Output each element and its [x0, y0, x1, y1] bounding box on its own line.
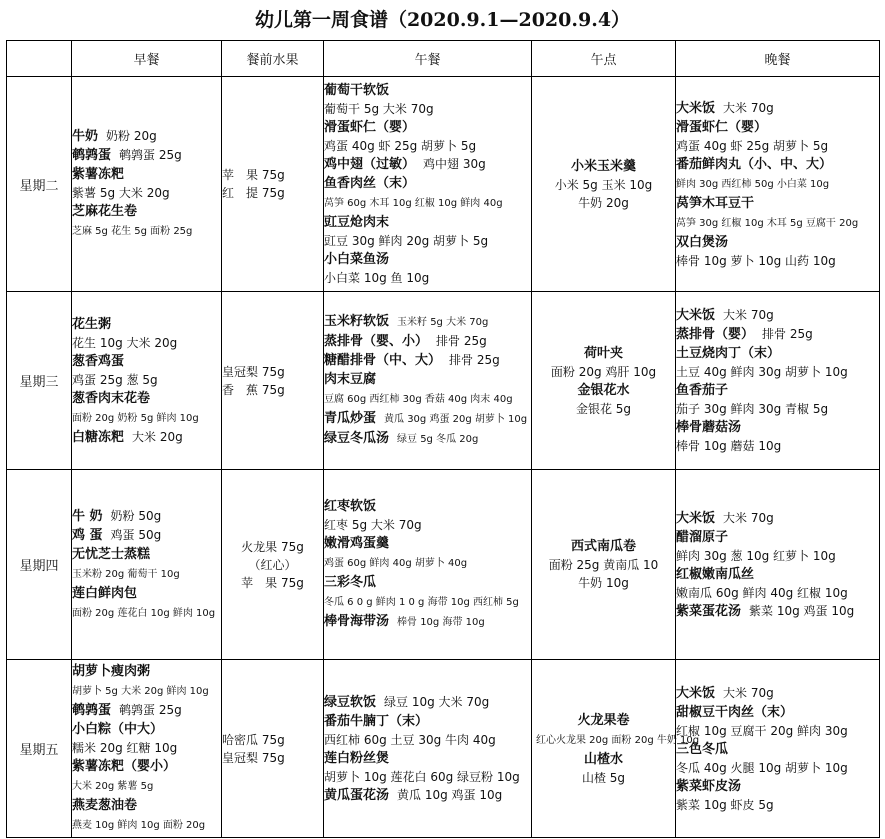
day-row [7, 660, 880, 838]
dish-name: 金银花水 [577, 382, 630, 398]
ingredients-text: 紫薯 5g 大米 20g [72, 186, 170, 200]
menu-line [72, 776, 221, 796]
ingredients-text: 排骨 25g [449, 353, 500, 367]
ingredients-text: 冬瓜 40g 火腿 10g 胡萝卜 10g [676, 760, 848, 775]
menu-line [536, 711, 671, 730]
ingredients-text: 面粉 20g 鸡肝 10g [550, 364, 657, 379]
ingredients-text: 排骨 25g [436, 334, 487, 348]
dish-name: 牛 奶 [72, 508, 103, 524]
menu-line [324, 332, 531, 351]
day-label: 星期四 [7, 470, 72, 660]
lunch-cell [324, 660, 532, 838]
menu-line [324, 118, 531, 137]
dish-name: 肉末豆腐 [324, 372, 377, 387]
menu-line [536, 400, 671, 418]
dish-name: 青瓜炒蛋 [324, 411, 377, 426]
dish-name: 莲白鲜肉包 [72, 585, 138, 601]
ingredients-text: 绿豆 5g 冬瓜 20g [397, 434, 479, 445]
ingredients-text: 糯米 20g 红糖 10g [72, 741, 178, 755]
ingredients-text: 冬瓜 6 0 g 鲜肉 1 0 g 海带 10g 西红柿 5g [324, 597, 519, 608]
dish-name: 燕麦葱油卷 [72, 798, 138, 813]
menu-line [72, 389, 221, 408]
menu-line [72, 739, 221, 757]
menu-line [676, 703, 879, 722]
ingredients-text: 鹌鹑蛋 25g [119, 148, 182, 162]
ingredients-text: 鸡蛋 40g 虾 25g 胡萝卜 5g [324, 139, 477, 153]
dish-name: 胡萝卜瘦肉粥 [72, 664, 151, 679]
dinner-cell [676, 77, 880, 292]
menu-line [676, 759, 879, 777]
dish-name: 牛奶 [72, 129, 99, 144]
dish-name: 豇豆炝肉末 [324, 215, 390, 230]
ingredients-text: 玉米籽 5g 大米 70g [397, 317, 489, 328]
menu-line [536, 730, 700, 750]
ingredients-text: 红枣 5g 大米 70g [324, 518, 422, 532]
ingredients-text: 大米 20g 紫薯 5g [72, 781, 154, 792]
ingredients-text: 鲜肉 30g 西红柿 50g 小白菜 10g [676, 178, 830, 190]
ingredients-text: 鸡中翅 30g [423, 157, 486, 171]
ingredients-text: 大米 70g [723, 510, 774, 525]
dish-name: 棒骨蘑菇汤 [676, 420, 742, 435]
menu-line [72, 146, 221, 165]
ingredients-text: 火龙果 75g [241, 539, 304, 554]
menu-line [324, 516, 531, 534]
fruit-cell [222, 292, 324, 470]
fruit-cell [222, 470, 324, 660]
header-dinner: 晚餐 [676, 41, 880, 77]
menu-line [324, 693, 531, 712]
dish-name: 无忧芝士蒸糕 [72, 546, 151, 562]
menu-line [222, 184, 323, 202]
dish-name: 小米玉米羹 [570, 158, 636, 174]
dish-name: 鹌鹑蛋 [72, 703, 112, 718]
dish-name: 西式南瓜卷 [570, 539, 636, 554]
day-row [7, 77, 880, 292]
ingredients-text: （红心） [248, 557, 297, 572]
snack-cell [532, 470, 676, 660]
header-day [7, 41, 72, 77]
header-snack: 午点 [532, 41, 676, 77]
menu-line [676, 137, 879, 155]
dish-name: 滑蛋虾仁（婴） [324, 120, 416, 135]
dish-name: 荷叶夹 [583, 345, 623, 361]
menu-line [222, 749, 323, 767]
ingredients-text: 哈密瓜 75g [222, 732, 285, 747]
ingredients-text: 紫菜 10g 鸡蛋 10g [749, 603, 855, 618]
dish-name: 大米饭 [676, 510, 716, 526]
menu-line [536, 750, 671, 769]
menu-line [676, 722, 879, 740]
menu-line [536, 556, 671, 574]
snack-cell [532, 77, 676, 292]
menu-line [676, 602, 879, 621]
dish-name: 醋溜原子 [676, 529, 729, 545]
menu-line [222, 166, 323, 184]
ingredients-text: 红 提 75g [222, 186, 285, 200]
breakfast-cell [72, 292, 222, 470]
ingredients-text: 棒骨 10g 蘑菇 10g [676, 439, 782, 453]
ingredients-text: 紫菜 10g 虾皮 5g [676, 797, 774, 812]
menu-line [676, 547, 879, 565]
menu-line [676, 796, 879, 814]
ingredients-text: 棒骨 10g 萝卜 10g 山药 10g [676, 253, 836, 268]
dish-name: 鸡 蛋 [72, 527, 103, 543]
menu-line [676, 194, 879, 213]
ingredients-text: 香 蕉 75g [222, 382, 285, 397]
menu-line [324, 768, 531, 786]
dish-name: 嫩滑鸡蛋羹 [324, 536, 390, 551]
menu-line [676, 174, 879, 194]
header-fruit: 餐前水果 [222, 41, 324, 77]
menu-line [536, 176, 671, 194]
ingredients-text: 莴笋 60g 木耳 10g 红椒 10g 鲜肉 40g [324, 198, 503, 209]
menu-line [324, 749, 531, 768]
menu-line [676, 381, 879, 400]
dish-name: 鱼香肉丝（末） [324, 176, 416, 191]
ingredients-text: 鲜肉 30g 葱 10g 红萝卜 10g [676, 548, 836, 563]
ingredients-text: 燕麦 10g 鲜肉 10g 面粉 20g [72, 820, 206, 831]
ingredients-text: 苹 果 75g [222, 168, 285, 182]
menu-line [72, 352, 221, 371]
dinner-cell [676, 292, 880, 470]
menu-line [72, 526, 221, 545]
dish-name: 黄瓜蛋花汤 [324, 787, 390, 803]
menu-line [72, 720, 221, 739]
menu-line [324, 174, 531, 193]
dish-name: 芝麻花生卷 [72, 204, 138, 219]
dish-name: 鹌鹑蛋 [72, 148, 112, 163]
menu-line [676, 325, 879, 344]
fruit-cell [222, 660, 324, 838]
day-label: 星期三 [7, 292, 72, 470]
day-row [7, 470, 880, 660]
dish-name: 绿豆冬瓜汤 [324, 431, 390, 446]
dish-name: 小白菜鱼汤 [324, 252, 390, 267]
dish-name: 红枣软饭 [324, 499, 377, 514]
menu-line [676, 437, 879, 455]
ingredients-text: 玉米粉 20g 葡萄干 10g [72, 568, 180, 580]
ingredients-text: 大米 70g [723, 100, 774, 115]
dish-name: 糖醋排骨（中、大） [324, 353, 442, 368]
menu-line [536, 194, 671, 212]
dish-name: 紫菜虾皮汤 [676, 778, 742, 794]
menu-line [536, 157, 671, 176]
ingredients-text: 嫩南瓜 60g 鲜肉 40g 红椒 10g [676, 585, 848, 600]
menu-line [72, 127, 221, 146]
menu-line [324, 81, 531, 100]
lunch-cell [324, 77, 532, 292]
header-breakfast: 早餐 [72, 41, 222, 77]
snack-cell [532, 292, 676, 470]
menu-line [324, 389, 531, 409]
dish-name: 蒸排骨（婴、小） [324, 334, 429, 349]
ingredients-text: 小白菜 10g 鱼 10g [324, 271, 430, 285]
menu-line [324, 534, 531, 553]
ingredients-text: 鸡蛋 40g 虾 25g 胡萝卜 5g [676, 138, 829, 153]
dish-name: 莴笋木耳豆干 [676, 195, 755, 211]
ingredients-text: 面粉 25g 黄南瓜 10 [548, 558, 659, 572]
menu-line [72, 701, 221, 720]
dinner-cell [676, 660, 880, 838]
dish-name: 小白粽（中大） [72, 722, 164, 737]
dish-name: 紫菜蛋花汤 [676, 603, 742, 619]
dish-name: 三彩冬瓜 [324, 575, 377, 590]
dinner-cell [676, 470, 880, 660]
fruit-cell [222, 77, 324, 292]
menu-line [536, 537, 671, 556]
menu-line [72, 564, 221, 584]
menu-line [676, 509, 879, 528]
menu-line [324, 370, 531, 389]
menu-line [226, 538, 319, 556]
ingredients-text: 鸡蛋 25g 葱 5g [72, 372, 158, 387]
menu-line [324, 137, 531, 155]
menu-line [324, 592, 531, 612]
menu-line [324, 213, 531, 232]
ingredients-text: 面粉 20g 奶粉 5g 鲜肉 10g [72, 412, 199, 424]
ingredients-text: 皇冠梨 75g [222, 750, 285, 765]
menu-line [72, 815, 221, 835]
ingredients-text: 鸡蛋 60g 鲜肉 40g 胡萝卜 40g [324, 558, 468, 569]
menu-line [676, 740, 879, 759]
menu-line [324, 429, 531, 449]
ingredients-text: 茄子 30g 鲜肉 30g 青椒 5g [676, 402, 829, 416]
dish-name: 莲白粉丝煲 [324, 750, 390, 766]
menu-line [676, 584, 879, 602]
day-label: 星期二 [7, 77, 72, 292]
menu-line [72, 662, 221, 681]
dish-name: 土豆烧肉丁（末） [676, 346, 781, 361]
ingredients-text: 莴笋 30g 红椒 10g 木耳 5g 豆腐干 20g [676, 217, 859, 229]
dish-name: 紫薯冻粑（婴小） [72, 759, 177, 774]
ingredients-text: 金银花 5g [575, 401, 632, 416]
ingredients-text: 西红柿 60g 土豆 30g 牛肉 40g [324, 732, 496, 747]
menu-line [324, 409, 531, 429]
menu-line [676, 118, 879, 137]
ingredients-text: 奶粉 50g [110, 508, 162, 523]
ingredients-text: 豇豆 30g 鲜肉 20g 胡萝卜 5g [324, 234, 489, 248]
header-lunch: 午餐 [324, 41, 532, 77]
dish-name: 蒸排骨（婴） [676, 327, 755, 342]
ingredients-text: 面粉 20g 莲花白 10g 鲜肉 10g [72, 607, 216, 619]
dish-name: 鱼香茄子 [676, 383, 729, 398]
dish-name: 山楂水 [583, 751, 623, 767]
dish-name: 大米饭 [676, 308, 716, 323]
menu-line [72, 796, 221, 815]
day-row [7, 292, 880, 470]
dish-name: 大米饭 [676, 685, 716, 701]
menu-line [324, 155, 531, 174]
ingredients-text: 葡萄干 5g 大米 70g [324, 102, 434, 116]
dish-name: 火龙果卷 [577, 712, 630, 728]
lunch-cell [324, 470, 532, 660]
ingredients-text: 土豆 40g 鲜肉 30g 胡萝卜 10g [676, 365, 848, 379]
menu-line [536, 363, 671, 381]
breakfast-cell [72, 660, 222, 838]
menu-line [324, 497, 531, 516]
menu-line [222, 363, 323, 381]
ingredients-text: 鹌鹑蛋 25g [119, 703, 182, 717]
menu-line [324, 553, 531, 573]
menu-line [536, 381, 671, 400]
menu-line [676, 777, 879, 796]
dish-name: 番茄鲜肉丸（小、中、大） [676, 156, 833, 172]
ingredients-text: 黄瓜 30g 鸡蛋 20g 胡萝卜 10g [384, 414, 528, 425]
ingredients-text: 红椒 10g 豆腐干 20g 鲜肉 30g [676, 723, 848, 738]
ingredients-text: 大米 70g [723, 685, 774, 700]
menu-line [676, 252, 879, 270]
menu-line [226, 574, 319, 592]
ingredients-text: 花生 10g 大米 20g [72, 335, 178, 350]
menu-line [324, 269, 531, 287]
menu-line [676, 400, 879, 418]
menu-line [72, 681, 221, 701]
menu-line [324, 100, 531, 118]
menu-line [72, 428, 221, 447]
menu-line [72, 603, 221, 623]
ingredients-text: 绿豆 10g 大米 70g [384, 694, 490, 709]
dish-name: 红椒嫩南瓜丝 [676, 566, 755, 582]
ingredients-text: 大米 70g [723, 308, 774, 322]
ingredients-text: 排骨 25g [762, 327, 813, 341]
menu-line [676, 418, 879, 437]
dish-name: 葡萄干软饭 [324, 83, 390, 98]
dish-name: 滑蛋虾仁（婴） [676, 119, 768, 135]
dish-name: 三色冬瓜 [676, 741, 729, 757]
menu-line [536, 769, 671, 787]
ingredients-text: 牛奶 20g [578, 195, 629, 210]
menu-line [324, 193, 531, 213]
header-row [7, 41, 880, 77]
menu-line [222, 731, 323, 749]
dish-name: 番茄牛腩丁（末） [324, 713, 429, 729]
ingredients-text: 皇冠梨 75g [222, 364, 285, 379]
menu-line [676, 155, 879, 174]
menu-line [676, 684, 879, 703]
ingredients-text: 鸡蛋 50g [110, 527, 162, 542]
menu-line [676, 213, 879, 233]
ingredients-text: 大米 20g [132, 429, 183, 444]
menu-line [324, 712, 531, 731]
day-label: 星期五 [7, 660, 72, 838]
dish-name: 大米饭 [676, 100, 716, 116]
menu-line [324, 351, 531, 370]
menu-line [324, 573, 531, 592]
dish-name: 棒骨海带汤 [324, 614, 390, 629]
lunch-cell [324, 292, 532, 470]
menu-line [72, 507, 221, 526]
menu-line [536, 344, 671, 363]
menu-line [72, 408, 221, 428]
dish-name: 白糖冻粑 [72, 429, 125, 445]
dish-name: 花生粥 [72, 316, 112, 332]
dish-name: 鸡中翅（过敏） [324, 157, 416, 172]
menu-line [72, 584, 221, 603]
dish-name: 绿豆软饭 [324, 694, 377, 710]
dish-name: 双白煲汤 [676, 234, 729, 250]
menu-line [72, 165, 221, 184]
ingredients-text: 山楂 5g [581, 770, 626, 785]
menu-line [72, 334, 221, 352]
menu-line [676, 233, 879, 252]
ingredients-text: 棒骨 10g 海带 10g [397, 617, 485, 628]
dish-name: 玉米籽软饭 [324, 314, 390, 329]
ingredients-text: 黄瓜 10g 鸡蛋 10g [397, 787, 503, 802]
menu-line [72, 757, 221, 776]
ingredients-text: 胡萝卜 10g 莲花白 60g 绿豆粉 10g [324, 769, 520, 784]
menu-line [222, 381, 323, 399]
menu-line [72, 371, 221, 389]
dish-name: 紫薯冻粑 [72, 167, 125, 182]
menu-line [324, 312, 531, 332]
menu-line [676, 306, 879, 325]
ingredients-text: 小米 5g 玉米 10g [554, 177, 653, 192]
ingredients-text: 胡萝卜 5g 大米 20g 鲜肉 10g [72, 686, 209, 697]
ingredients-text: 红心火龙果 20g 面粉 20g 牛奶 10g [536, 734, 700, 746]
ingredients-text: 豆腐 60g 西红柿 30g 香菇 40g 肉末 40g [324, 394, 513, 405]
menu-line [676, 363, 879, 381]
weekly-menu-table [6, 40, 880, 838]
menu-title: 幼儿第一周食谱（2020.9.1—2020.9.4） [254, 9, 631, 31]
menu-line [324, 786, 531, 805]
ingredients-text: 芝麻 5g 花生 5g 面粉 25g [72, 226, 193, 237]
menu-line [72, 202, 221, 221]
dish-name: 甜椒豆干肉丝（末） [676, 704, 794, 720]
dish-name: 葱香鸡蛋 [72, 353, 125, 369]
menu-line [676, 565, 879, 584]
ingredients-text: 奶粉 20g [106, 129, 157, 143]
menu-line [676, 528, 879, 547]
menu-line [226, 556, 319, 574]
menu-line [676, 344, 879, 363]
menu-line [324, 731, 531, 749]
menu-line [72, 184, 221, 202]
menu-line [324, 250, 531, 269]
breakfast-cell [72, 470, 222, 660]
menu-line [72, 545, 221, 564]
menu-line [536, 574, 671, 592]
menu-line [324, 612, 531, 632]
menu-line [324, 232, 531, 250]
ingredients-text: 苹 果 75g [241, 575, 304, 590]
breakfast-cell [72, 77, 222, 292]
menu-line [676, 99, 879, 118]
ingredients-text: 牛奶 10g [578, 576, 629, 590]
dish-name: 葱香肉末花卷 [72, 390, 151, 406]
menu-line [72, 221, 221, 241]
menu-line [72, 315, 221, 334]
